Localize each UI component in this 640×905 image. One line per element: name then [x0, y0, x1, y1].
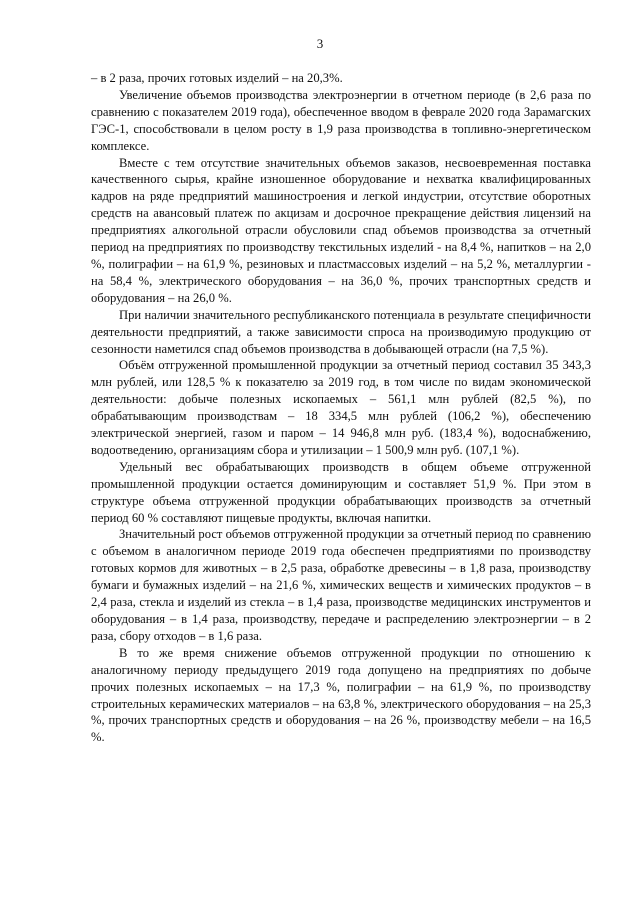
paragraph-shipped-volume: Объём отгруженной промышленной продукции за отчетный период составил 35 343,3 млн рублей, или 128,5 % к показателю за 2019 год, в том числе по видам экономической деятельности: добыче полезных ископаемых – 561,1 млн рублей (82,5 %), по обрабатывающим производствам – 18 334,5 млн рублей (106,2 %), обеспечению электрической энергией, газом и паром – 14 946,8 млн руб. (183,4 %), водоснабжению, водоотведению, организациям сбора и утилизации – 1 500,9 млн руб. (107,1 %). [91, 358, 591, 457]
paragraph-electricity: Увеличение объемов производства электроэнергии в отчетном периоде (в 2,6 раза по сравнению с показателем 2019 года), обеспеченное вводом в феврале 2020 года Зарамагских ГЭС-1, способствовали в целом росту в 1,9 раза производства в топливно-энергетическом комплексе. [91, 87, 591, 153]
paragraph-shipment-growth: Значительный рост объемов отгруженной продукции за отчетный период по сравнению с объемом в аналогичном периоде 2019 года обеспечен предприятиями по производству готовых кормов для животных – в 2,5 раза, обработке древесины – в 1,8 раза, производству бумаги и бумажных изделий – на 21,6 %, химических веществ и химических продуктов – в 2,4 раза, стекла и изделий из стекла – в 1,4 раза, производстве медицинских инструментов и оборудования – в 1,4 раза, производству, передаче и распределению электроэнергии – в 2 раза, сбору отходов – в 1,6 раза. [91, 527, 591, 643]
paragraph-continuation: – в 2 раза, прочих готовых изделий – на 20,3%. [91, 71, 343, 85]
page-number: 3 [316, 36, 324, 51]
paragraph-mining-decline: При наличии значительного республиканского потенциала в результате специфичности деятельности предприятий, а также зависимости спроса на производимую продукцию от сезонности наметился спад объемов производства в добывающей отрасли (на 7,5 %). [91, 307, 591, 356]
paragraph-manufacturing-share: Удельный вес обрабатывающих производств в общем объеме отгруженной промышленной продукции остается доминирующим и составляет 51,9 %. При этом в структуре объема отгруженной продукции обрабатывающих производств за отчетный период 60 % составляют пищевые продукты, включая напитки. [91, 459, 591, 525]
paragraph-shipment-decline: В то же время снижение объемов отгруженной продукции по отношению к аналогичному периоду предыдущего 2019 года допущено на предприятиях по добыче прочих полезных ископаемых – на 17,3 %, полиграфии – на 61,9 %, по производству строительных керамических материалов – на 63,8 %, электрического оборудования – на 25,3 %, прочих транспортных средств и оборудования – на 26 %, производству мебели – на 16,5 %. [91, 645, 591, 745]
document-body [91, 70, 591, 746]
paragraph-production-decline: Вместе с тем отсутствие значительных объемов заказов, несвоевременная поставка качественного сырья, крайне изношенное оборудование и нехватка квалифицированных кадров на ряде предприятий машиностроения и легкой индустрии, отсутствие оборотных средств на авансовый платеж по акцизам и досрочное прекращение действия лицензий на предприятиях алкогольной отрасли обусловили спад объемов производства за отчетный период на предприятиях по производству текстильных изделий - на 8,4 %, напитков – на 2,0 %, полиграфии – на 61,9 %, резиновых и пластмассовых изделий – на 5,2 %, металлургии - на 58,4 %, электрического оборудования – на 36,0 %, прочих транспортных средств и оборудования – на 26,0 %. [91, 155, 591, 305]
